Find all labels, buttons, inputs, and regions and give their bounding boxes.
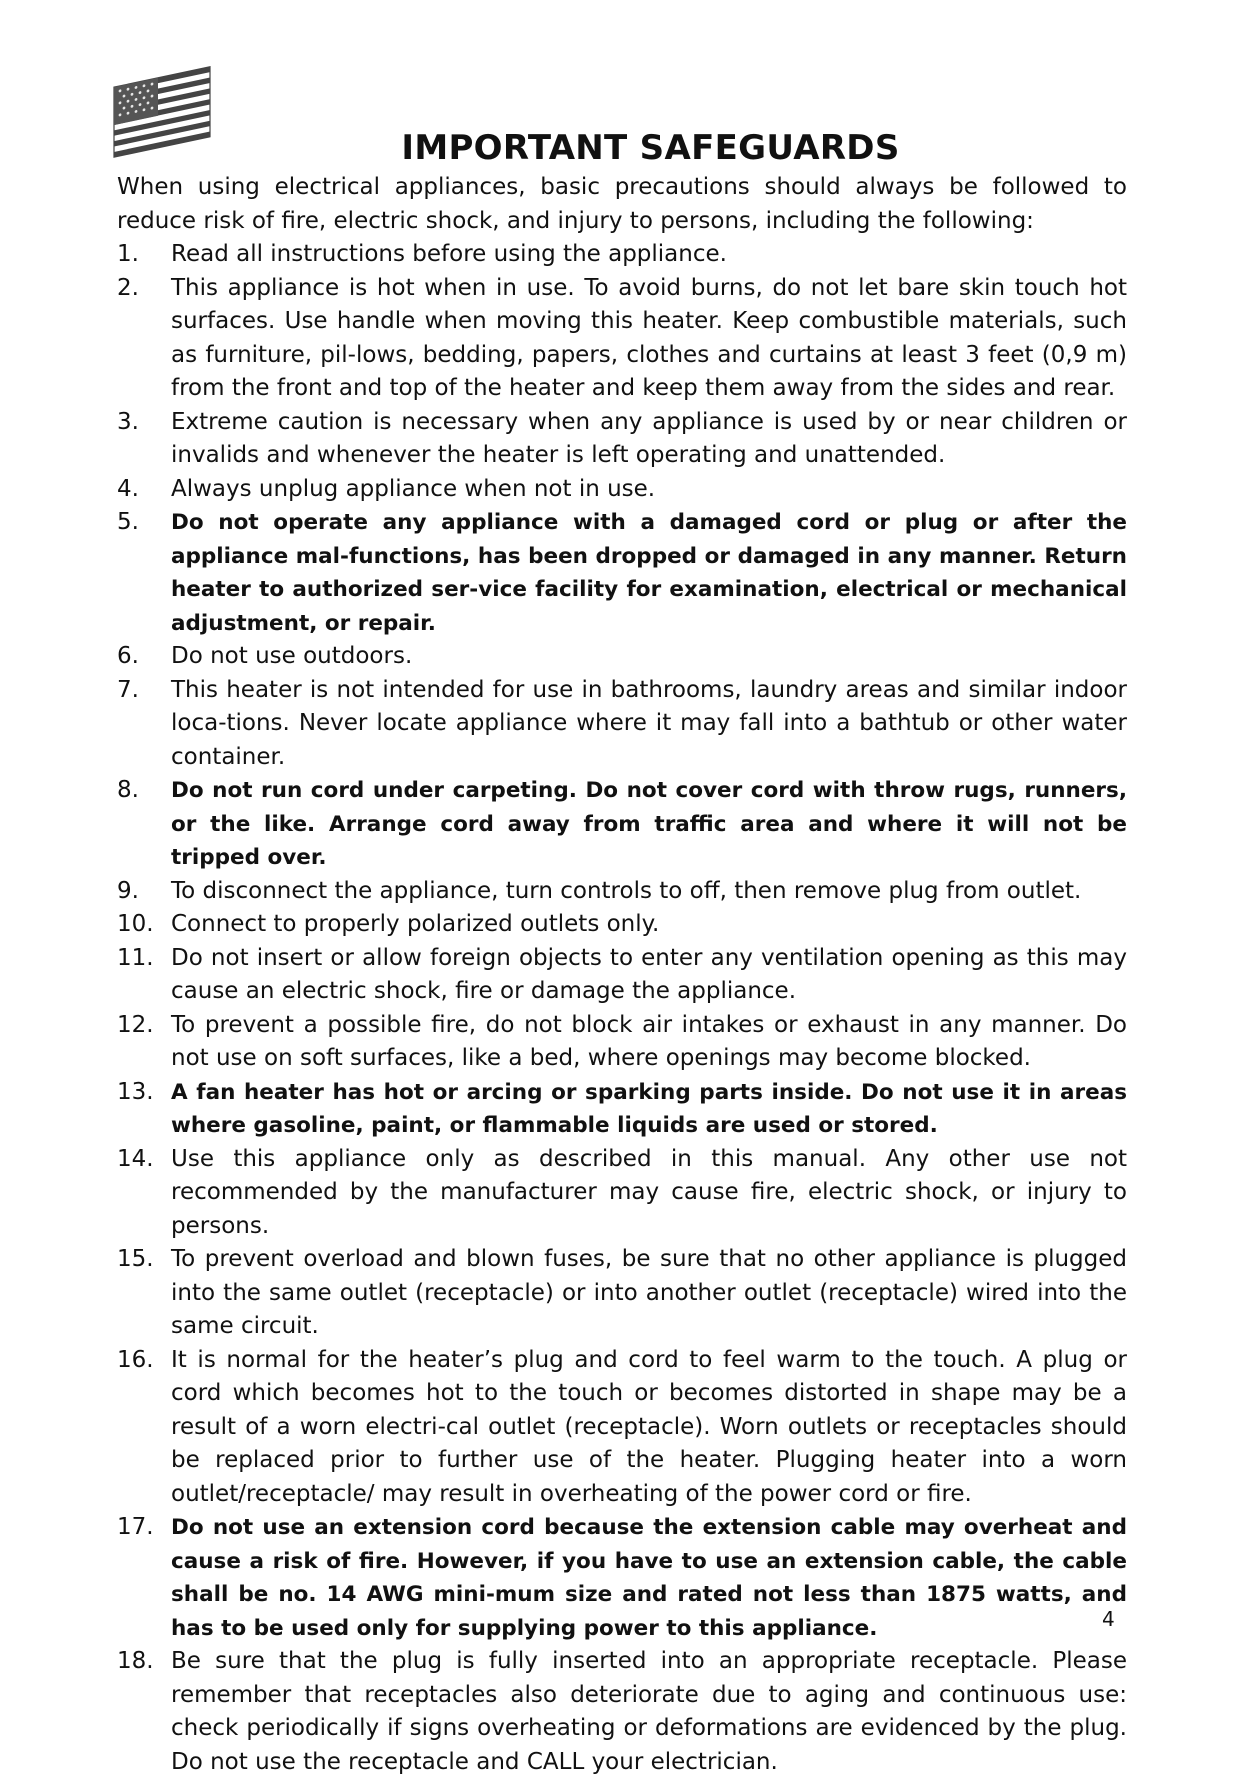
list-item (117, 1344, 1127, 1512)
list-item-text: To prevent overload and blown fuses, be sure that no other appliance is plugged into the same outlet (receptacle) or into another outlet (receptacle) wired into the same circuit. (171, 1246, 1127, 1339)
list-item-text: Do not run cord under carpeting. Do not cover cord with throw rugs, runners, or the like. Arrange cord away from traffic area and where it will not be tripped over. (171, 778, 1127, 870)
list-item (117, 272, 1127, 406)
list-item-text: To prevent a possible fire, do not block air intakes or exhaust in any manner. Do not use on soft surfaces, like a bed, where openings may become blocked. (171, 1011, 1127, 1071)
list-item-number: 18. (117, 1648, 154, 1674)
list-item-number: 7. (117, 676, 139, 703)
list-item (117, 875, 1127, 909)
list-item-number: 8. (117, 777, 139, 803)
list-item-number: 12. (117, 1011, 154, 1038)
list-item (117, 1143, 1127, 1244)
list-item-number: 5. (117, 509, 139, 535)
list-item (117, 942, 1127, 1009)
list-item-number: 9. (117, 877, 139, 904)
list-item-text: It is normal for the heater’s plug and cord to feel warm to the touch. A plug or cord which becomes hot to the touch or becomes distorted in shape may be a result of a worn electri-cal outlet (receptacle). Worn outlets or receptacles should be replaced prior to further use of the heater. Plugging heater into a worn outlet/receptacle/ may result in overheating of the power cord or fire. (171, 1346, 1127, 1507)
list-item-text: This heater is not intended for use in bathrooms, laundry areas and similar indoor loca-tions. Never locate appliance where it may fall into a bathtub or other water container. (171, 676, 1127, 770)
list-item (117, 473, 1127, 507)
list-item-number: 6. (117, 643, 139, 669)
list-item-number: 2. (117, 274, 139, 301)
list-item-number: 1. (117, 241, 139, 267)
list-item-number: 3. (117, 408, 139, 435)
list-item-number: 4. (117, 475, 139, 502)
list-item-text: This appliance is hot when in use. To avoid burns, do not let bare skin touch hot surfaces. Use handle when moving this heater. Keep combustible materials, such as furniture, pil-lows, bedding, papers, clothes and curtains at least 3 feet (0,9 m) from the front and top of the heater and keep them away from the sides and rear. (171, 274, 1127, 401)
list-item (117, 1076, 1127, 1143)
list-item (117, 1243, 1127, 1344)
list-item (117, 674, 1127, 775)
list-item-text: Do not operate any appliance with a damaged cord or plug or after the appliance mal-functions, has been dropped or damaged in any manner. Return heater to authorized ser-vice facility for examination, electrical or mechanical adjustment, or repair. (171, 510, 1127, 636)
intro-paragraph: When using electrical appliances, basic precautions should always be followed to reduce risk of fire, electric shock, and injury to persons, including the following: (117, 174, 1127, 234)
safeguards-content (117, 171, 1127, 1779)
list-item (117, 908, 1127, 942)
list-item-number: 11. (117, 944, 154, 971)
page-number: 4 (1102, 1607, 1115, 1631)
list-item-text: Do not use outdoors. (171, 643, 413, 669)
list-item (117, 640, 1127, 674)
list-item-number: 17. (117, 1514, 154, 1540)
list-item-text: Be sure that the plug is fully inserted into an appropriate receptacle. Please remember that receptacles also deteriorate due to aging and continuous use: check periodically if signs overheating or deformations are evidenced by the plug. Do not use the receptacle and CALL your electrician. (171, 1648, 1127, 1775)
list-item-number: 16. (117, 1346, 154, 1373)
list-item-number: 13. (117, 1078, 154, 1105)
list-item (117, 1009, 1127, 1076)
list-item (117, 406, 1127, 473)
list-item-text: Extreme caution is necessary when any appliance is used by or near children or invalids and whenever the heater is left operating and unattended. (171, 408, 1127, 468)
list-item (117, 506, 1127, 640)
list-item-number: 14. (117, 1145, 154, 1172)
list-item (117, 1511, 1127, 1645)
page-title: IMPORTANT SAFEGUARDS (401, 128, 900, 168)
list-item (117, 238, 1127, 272)
list-item-text: Use this appliance only as described in this manual. Any other use not recommended by the manufacturer may cause fire, electric shock, or injury to persons. (171, 1145, 1127, 1239)
list-item-text: Do not insert or allow foreign objects to enter any ventilation opening as this may cause an electric shock, fire or damage the appliance. (171, 944, 1127, 1004)
list-item-text: To disconnect the appliance, turn controls to off, then remove plug from outlet. (171, 877, 1082, 904)
list-item-text: Read all instructions before using the appliance. (171, 241, 727, 267)
safeguards-list (117, 238, 1127, 1779)
list-item-text: Always unplug appliance when not in use. (171, 475, 656, 502)
list-item-text: A fan heater has hot or arcing or sparking parts inside. Do not use it in areas where gasoline, paint, or flammable liquids are used or stored. (171, 1079, 1127, 1138)
list-item-text: Do not use an extension cord because the extension cable may overheat and cause a risk of fire. However, if you have to use an extension cable, the cable shall be no. 14 AWG mini-mum size and rated not less than 1875 watts, and has to be used only for supplying power to this appliance. (171, 1515, 1127, 1641)
list-item-number: 15. (117, 1246, 154, 1272)
list-item-number: 10. (117, 911, 154, 937)
list-item-text: Connect to properly polarized outlets only. (171, 911, 660, 937)
list-item (117, 1645, 1127, 1779)
list-item (117, 774, 1127, 875)
